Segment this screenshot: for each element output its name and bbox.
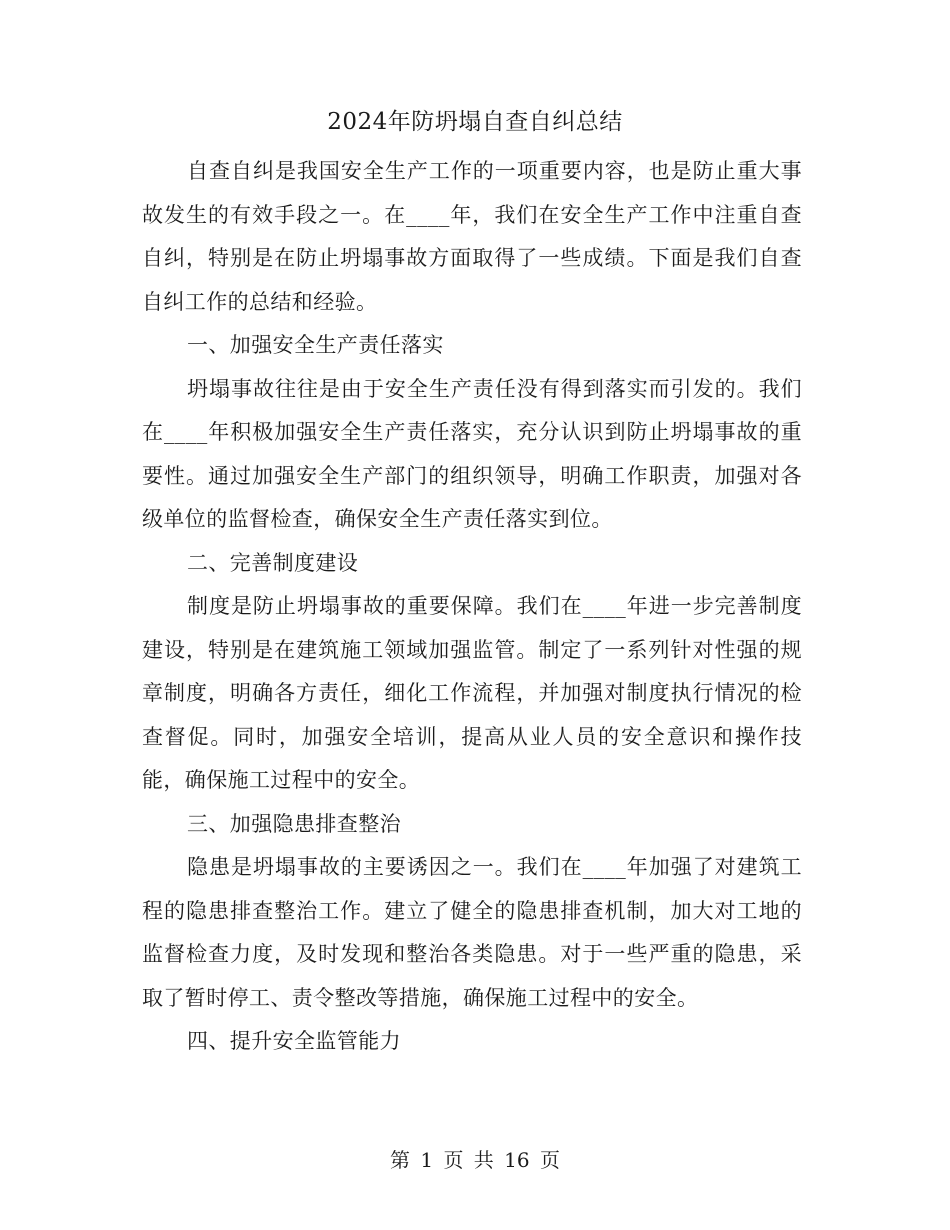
section-heading-3: 三、加强隐患排查整治 <box>187 811 401 836</box>
section-heading-2: 二、完善制度建设 <box>187 550 359 575</box>
paragraph-responsibility: 坍塌事故往往是由于安全生产责任没有得到落实而引发的。我们在____年积极加强安全生产责任落实，充分认识到防止坍塌事故的重要性。通过加强安全生产部门的组织领导，明确工作职责，加强对各级单位的监督检查，确保安全生产责任落实到位。 <box>142 376 802 531</box>
page-number-footer: 第 1 页 共 16 页 <box>390 1148 560 1172</box>
document-title: 2024年防坍塌自查自纠总结 <box>327 109 623 135</box>
paragraph-intro: 自查自纠是我国安全生产工作的一项重要内容，也是防止重大事故发生的有效手段之一。在____年，我们在安全生产工作中注重自查自纠，特别是在防止坍塌事故方面取得了一些成绩。下面是我们自查自纠工作的总结和经验。 <box>142 159 802 314</box>
section-heading-1: 一、加强安全生产责任落实 <box>187 333 444 357</box>
section-heading-4: 四、提升安全监管能力 <box>187 1029 401 1053</box>
paragraph-hazards: 隐患是坍塌事故的主要诱因之一。我们在____年加强了对建筑工程的隐患排查整治工作。建立了健全的隐患排查机制，加大对工地的监督检查力度，及时发现和整治各类隐患。对于一些严重的隐患，采取了暂时停工、责令整改等措施，确保施工过程中的安全。 <box>142 855 802 1010</box>
paragraph-system: 制度是防止坍塌事故的重要保障。我们在____年进一步完善制度建设，特别是在建筑施工领域加强监管。制定了一系列针对性强的规章制度，明确各方责任，细化工作流程，并加强对制度执行情况的检查督促。同时，加强安全培训，提高从业人员的安全意识和操作技能，确保施工过程中的安全。 <box>142 594 802 792</box>
document-body <box>142 150 802 1064</box>
